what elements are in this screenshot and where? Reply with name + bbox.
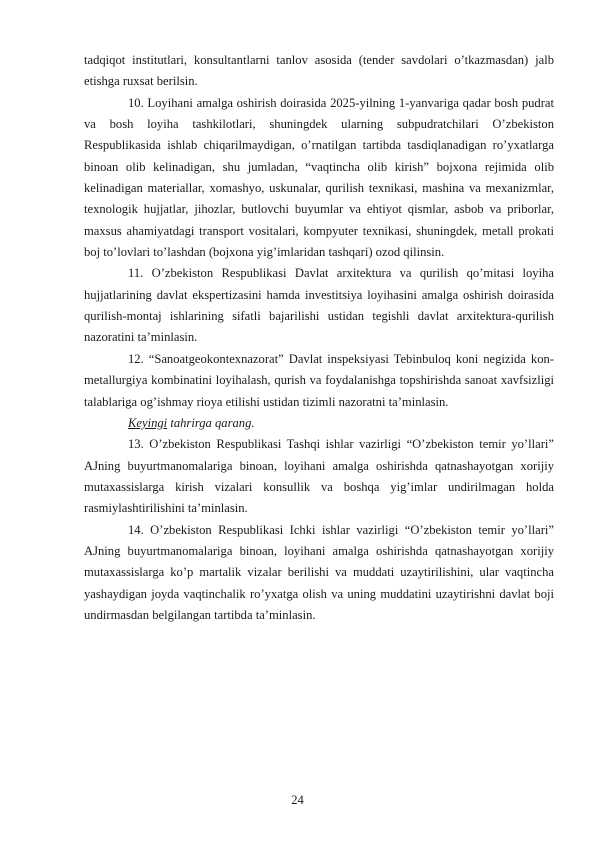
paragraph-item-14: 14. O’zbekiston Respublikasi Ichki ishlar vazirligi “O’zbekiston temir yo’llari” AJning buyurtmanomalariga binoan, loyihani amalga oshirishda qatnashayotgan xorijiy mutaxassislarga ko’p martalik vizalar berilishi va muddati uzaytirilishini, ular vaqtincha yashaydigan joyda vaqtinchalik ro’yxatga olish va uning muddatini uzaytirishni davlat boji undirmasdan belgilangan tartibda ta’minlasin. [84,522,554,622]
paragraph-item-12: 12. “Sanoatgeokontexnazorat” Davlat inspeksiyasi Tebinbuloq koni negizida kon-metallurgiya kombinatini loyihalash, qurish va foydalanishga topshirishda sanoat xavfsizligi talablariga og’ishmay rioya etilishi ustidan tizimli nazoratni ta’minlasin. [84,351,554,409]
paragraph-continuation: tadqiqot institutlari, konsultantlarni tanlov asosida (tender savdolari o’tkazmasdan) jalb etishga ruxsat berilsin. [84,53,554,89]
revision-note [84,413,554,434]
paragraph-item-11: 11. O’zbekiston Respublikasi Davlat arxitektura va qurilish qo’mitasi loyiha hujjatlarining davlat ekspertizasini hamda investitsiya loyihasini amalga oshirish doirasida qurilish-montaj ishlarining sifatli bajarilishi ustidan tegishli davlat arxitektura-qurilish nazoratini ta’minlasin. [84,266,554,345]
revision-note-text: tahrirga qarang. [167,415,255,430]
page-body [84,50,554,626]
next-revision-link[interactable]: Keyingi [128,415,168,430]
paragraph-item-10: 10. Loyihani amalga oshirish doirasida 2025-yilning 1-yanvariga qadar bosh pudrat va bosh loyiha tashkilotlari, shuningdek ularning subpudratchilari O’zbekiston Respublikasida ishlab chiqarilmaydigan, o’rnatilgan tartibda tasdiqlanadigan ro’yxatlarga binoan olib kelinadigan, shu jumladan, “vaqtincha olib kirish” bojxona rejimida olib kelinadigan materiallar, xomashyo, uskunalar, qurilish texnikasi, mashina va mexanizmlar, texnologik hujjatlar, jihozlar, butlovchi buyumlar va ehtiyot qismlar, asbob va priborlar, maxsus ahamiyatdagi transport vositalari, kompyuter texnikasi, shuningdek, metall prokati boj to’lovlari to’lashdan (bojxona yig’imlaridan tashqari) ozod qilinsin. [84,95,554,260]
paragraph-item-13: 13. O’zbekiston Respublikasi Tashqi ishlar vazirligi “O’zbekiston temir yo’llari” AJning buyurtmanomalariga binoan, loyihani amalga oshirishda qatnashayotgan xorijiy mutaxassislarga kirish vizalari konsullik va boshqa yig’imlar undirilmagan holda rasmiylashtirilishini ta’minlasin. [84,437,554,516]
page-number: 24 [291,793,304,807]
